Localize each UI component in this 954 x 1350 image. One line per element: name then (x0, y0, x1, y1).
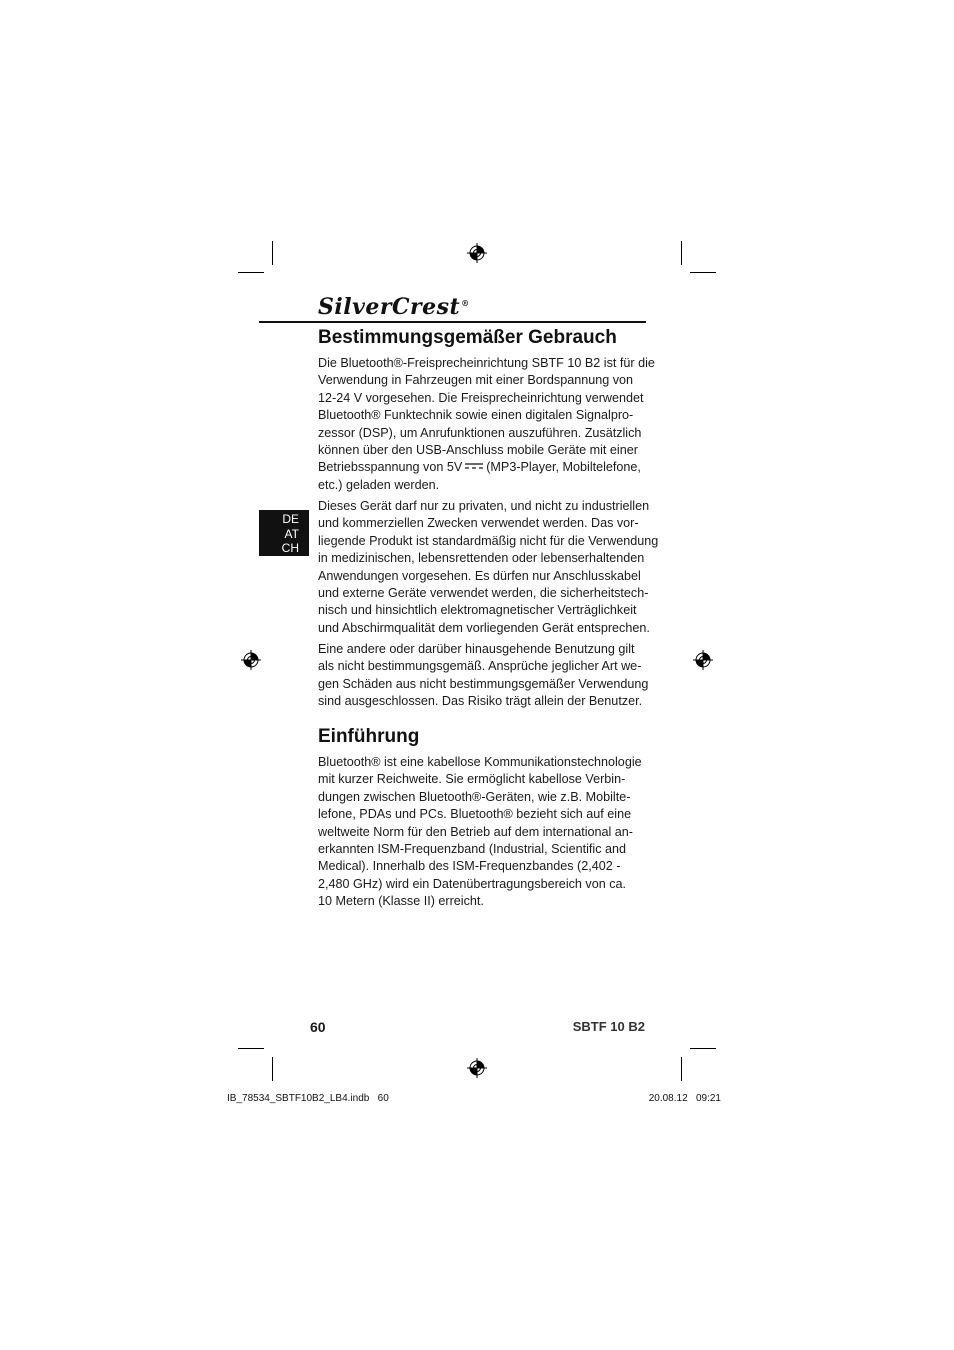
text-line: Die Bluetooth®-Freisprecheinrichtung SBTF 10 B2 ist für die (318, 356, 655, 370)
text-line: 2,480 GHz) wird ein Datenübertragungsbereich von ca. (318, 876, 627, 891)
text-line: etc.) geladen werden. (318, 477, 440, 492)
lang-code: DE (282, 512, 299, 526)
crop-mark (681, 1057, 682, 1081)
text-line: sind ausgeschlossen. Das Risiko trägt allein der Benutzer. (318, 694, 643, 709)
text-line: nisch und hinsichtlich elektromagnetischer Verträglichkeit (318, 603, 637, 618)
paragraph (318, 641, 649, 711)
brand-logo-text: SilverCrest (318, 294, 461, 320)
paragraph (318, 498, 659, 637)
text-line: können über den USB-Anschluss mobile Geräte mit einer (318, 443, 638, 458)
text-line: und kommerziellen Zwecken verwendet werden. Das vor- (318, 516, 639, 531)
header-rule (259, 321, 646, 323)
crop-mark (238, 1048, 264, 1049)
text-fragment: Betriebsspannung von 5V (318, 460, 463, 475)
text-line: zessor (DSP), um Anrufunktionen auszuführen. Zusätzlich (318, 425, 642, 440)
text-line: Bluetooth® ist eine kabellose Kommunikationstechnologie (318, 755, 642, 769)
brand-logo (318, 294, 470, 320)
text-line: liegende Produkt ist standardmäßig nicht für die Verwendung (318, 533, 659, 548)
text-line (318, 459, 643, 476)
text-line: 12-24 V vorgesehen. Die Freisprecheinrichtung verwendet (318, 390, 644, 405)
language-tab (259, 510, 309, 556)
text-line: und Abschirmqualität dem vorliegenden Gerät entsprechen. (318, 620, 650, 635)
registration-mark-icon (693, 650, 713, 670)
registration-mark-icon (241, 650, 261, 670)
text-line: und externe Geräte verwendet werden, die sicherheitstech- (318, 586, 649, 601)
crop-mark (690, 272, 716, 273)
crop-mark (690, 1048, 716, 1049)
page-number: 60 (310, 1019, 326, 1035)
text-line: gen Schäden aus nicht bestimmungsgemäßer Verwendung (318, 676, 649, 691)
text-line: in medizinischen, lebensrettenden oder lebenserhaltenden (318, 551, 645, 566)
section-heading: Bestimmungsgemäßer Gebrauch (318, 327, 617, 348)
text-line: 10 Metern (Klasse II) erreicht. (318, 894, 484, 909)
registration-mark-icon (467, 243, 487, 263)
lang-code: CH (281, 541, 299, 555)
model-number: SBTF 10 B2 (572, 1019, 645, 1034)
text-line: Anwendungen vorgesehen. Es dürfen nur Anschlusskabel (318, 568, 641, 583)
crop-mark (272, 241, 273, 265)
text-line: Medical). Innerhalb des ISM-Frequenzbandes (2,402 - (318, 859, 621, 874)
dc-voltage-icon (464, 462, 484, 470)
lang-code: AT (284, 526, 299, 541)
text-line: Dieses Gerät darf nur zu privaten, und nicht zu industriellen (318, 499, 650, 513)
print-slug-date: 20.08.12 09:21 (648, 1093, 721, 1104)
registration-mark-icon (467, 1058, 487, 1078)
text-line: erkannten ISM-Frequenzband (Industrial, Scientific and (318, 842, 627, 857)
crop-mark (681, 241, 682, 265)
paragraph (318, 754, 643, 911)
text-line: lefone, PDAs und PCs. Bluetooth® bezieht sich auf eine (318, 807, 632, 822)
text-line: Eine andere oder darüber hinausgehende Benutzung gilt (318, 642, 635, 656)
text-line: mit kurzer Reichweite. Sie ermöglicht kabellose Verbin- (318, 772, 626, 787)
paragraph (318, 355, 655, 494)
text-line: als nicht bestimmungsgemäß. Ansprüche jeglicher Art we- (318, 659, 642, 674)
print-slug-file: IB_78534_SBTF10B2_LB4.indb 60 (227, 1093, 389, 1104)
crop-mark (272, 1057, 273, 1081)
text-line: weltweite Norm für den Betrieb auf dem international an- (318, 824, 634, 839)
text-fragment: (MP3-Player, Mobiltelefone, (486, 460, 641, 475)
crop-mark (238, 272, 264, 273)
registered-mark: ® (461, 297, 470, 308)
text-line: Verwendung in Fahrzeugen mit einer Bordspannung von (318, 373, 634, 388)
text-line: Bluetooth® Funktechnik sowie einen digitalen Signalpro- (318, 408, 634, 423)
text-line: dungen zwischen Bluetooth®-Geräten, wie z.B. Mobilte- (318, 789, 631, 804)
section-heading: Einführung (318, 726, 420, 747)
